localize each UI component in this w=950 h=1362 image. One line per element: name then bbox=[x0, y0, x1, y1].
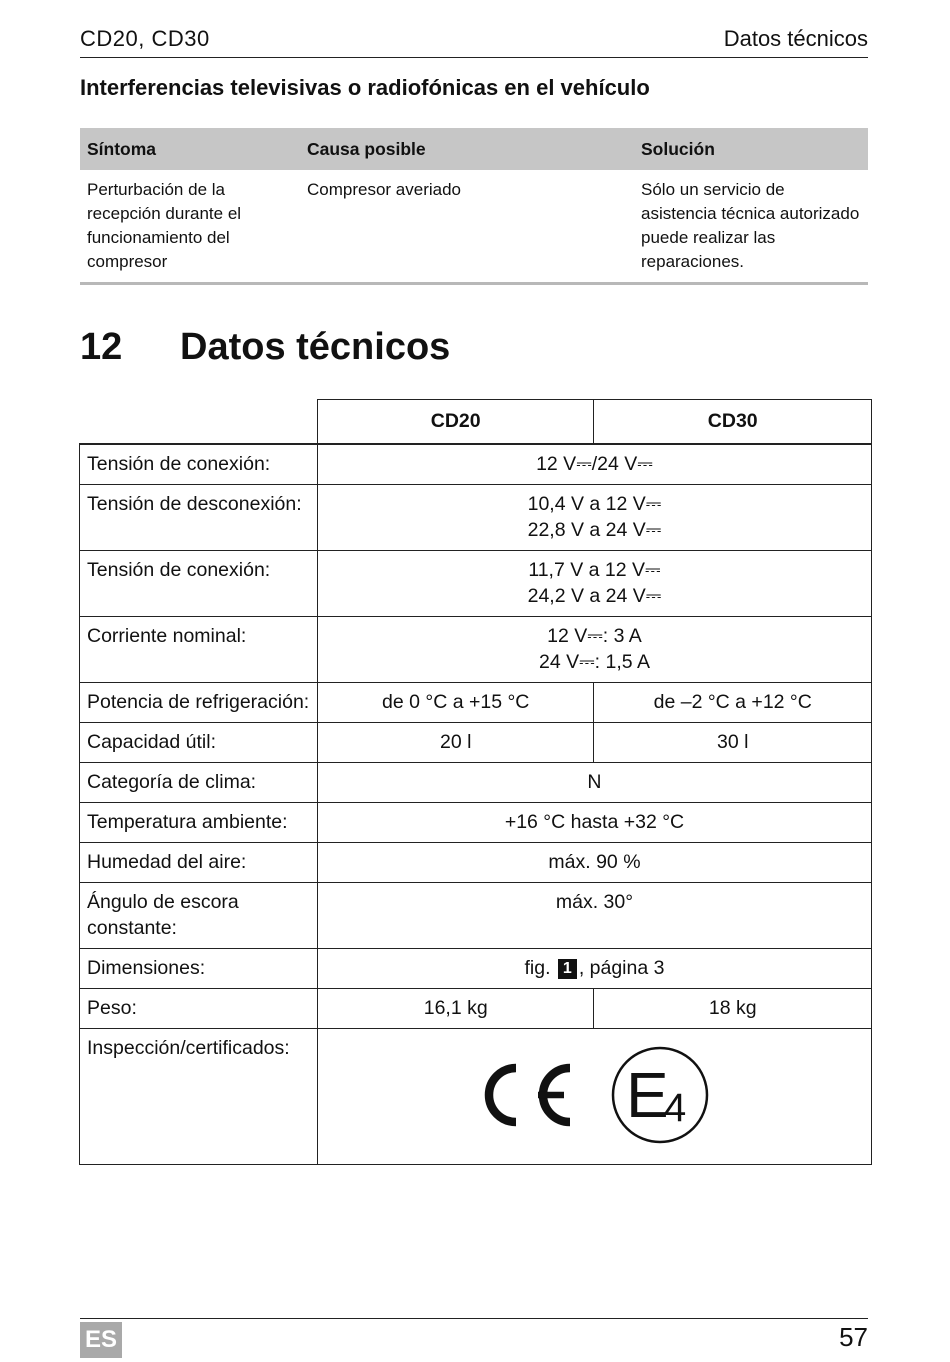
chapter-title: Datos técnicos bbox=[180, 326, 451, 368]
chapter-heading bbox=[80, 326, 450, 369]
spec-label: Tensión de desconexión: bbox=[80, 485, 318, 551]
spec-value-cd20: 16,1 kg bbox=[317, 989, 594, 1029]
spec-value-cd30: 18 kg bbox=[594, 989, 872, 1029]
page-header bbox=[80, 26, 868, 58]
spec-value bbox=[317, 485, 871, 551]
spec-label: Ángulo de escora constante: bbox=[80, 883, 318, 949]
spec-label: Inspección/certificados: bbox=[80, 1029, 318, 1165]
spec-value-line: 24 V⎓: 1,5 A bbox=[538, 651, 650, 673]
spec-value bbox=[317, 1029, 871, 1165]
spec-value-line: 24,2 V a 24 V⎓ bbox=[527, 585, 662, 607]
spec-label: Temperatura ambiente: bbox=[80, 803, 318, 843]
column-header-cd20: CD20 bbox=[317, 400, 594, 445]
column-header-cd30: CD30 bbox=[594, 400, 872, 445]
spec-value-line: 12 V⎓: 3 A bbox=[547, 625, 642, 647]
e4-mark-letter: E bbox=[626, 1059, 670, 1131]
column-header-solution: Solución bbox=[634, 128, 868, 170]
spec-value: N bbox=[317, 763, 871, 803]
spec-row bbox=[80, 989, 872, 1029]
figure-suffix: , página 3 bbox=[578, 957, 665, 979]
spec-value: máx. 30° bbox=[317, 883, 871, 949]
cause-cell: Compresor averiado bbox=[300, 170, 634, 284]
spec-value-line: 11,7 V a 12 V⎓ bbox=[528, 559, 661, 581]
spec-value: máx. 90 % bbox=[317, 843, 871, 883]
spec-label: Dimensiones: bbox=[80, 949, 318, 989]
footer-divider bbox=[80, 1318, 868, 1319]
section-title: Interferencias televisivas o radiofónicas en el vehículo bbox=[80, 75, 650, 100]
spec-label: Potencia de refrigeración: bbox=[80, 683, 318, 723]
spec-row bbox=[80, 485, 872, 551]
figure-prefix: fig. bbox=[524, 957, 551, 979]
spec-row bbox=[80, 551, 872, 617]
certification-marks bbox=[325, 1035, 864, 1157]
spec-label: Tensión de conexión: bbox=[80, 444, 318, 485]
page-number: 57 bbox=[839, 1322, 868, 1352]
spec-value bbox=[317, 617, 871, 683]
e4-mark-number: 4 bbox=[664, 1086, 687, 1130]
spec-value-cd30: de –2 °C a +12 °C bbox=[594, 683, 872, 723]
spec-row bbox=[80, 723, 872, 763]
spec-value-line: 10,4 V a 12 V⎓ bbox=[527, 493, 662, 515]
specifications-table bbox=[79, 399, 872, 1165]
spec-row bbox=[80, 617, 872, 683]
spec-label: Tensión de conexión: bbox=[80, 551, 318, 617]
spec-value-cd20: 20 l bbox=[317, 723, 594, 763]
spec-row bbox=[80, 1029, 872, 1165]
header-section: Datos técnicos bbox=[723, 26, 868, 51]
column-header-cause: Causa posible bbox=[300, 128, 634, 170]
blank-header-cell bbox=[80, 400, 318, 445]
table-row bbox=[80, 170, 868, 284]
spec-row bbox=[80, 949, 872, 989]
spec-value bbox=[317, 949, 871, 989]
spec-row bbox=[80, 843, 872, 883]
ce-mark-icon bbox=[478, 1060, 574, 1130]
spec-row bbox=[80, 683, 872, 723]
spec-value bbox=[317, 551, 871, 617]
spec-label: Humedad del aire: bbox=[80, 843, 318, 883]
solution-cell: Sólo un servicio de asistencia técnica autorizado puede realizar las reparaciones. bbox=[634, 170, 868, 284]
spec-label: Peso: bbox=[80, 989, 318, 1029]
spec-row bbox=[80, 444, 872, 485]
e4-approval-mark-icon bbox=[610, 1045, 710, 1145]
spec-value: +16 °C hasta +32 °C bbox=[317, 803, 871, 843]
chapter-number: 12 bbox=[80, 326, 123, 368]
troubleshooting-table bbox=[80, 128, 868, 285]
spec-label: Capacidad útil: bbox=[80, 723, 318, 763]
spec-row bbox=[80, 763, 872, 803]
spec-label: Categoría de clima: bbox=[80, 763, 318, 803]
spec-row bbox=[80, 883, 872, 949]
spec-value-cd30: 30 l bbox=[594, 723, 872, 763]
figure-number-badge: 1 bbox=[558, 959, 577, 979]
spec-value-line: 22,8 V a 24 V⎓ bbox=[527, 519, 662, 541]
language-badge: ES bbox=[80, 1322, 122, 1358]
spec-value: 12 V⎓/24 V⎓ bbox=[317, 444, 871, 485]
spec-value-cd20: de 0 °C a +15 °C bbox=[317, 683, 594, 723]
column-header-symptom: Síntoma bbox=[80, 128, 300, 170]
table-header-row bbox=[80, 128, 868, 170]
symptom-cell: Perturbación de la recepción durante el funcionamiento del compresor bbox=[80, 170, 300, 284]
spec-label: Corriente nominal: bbox=[80, 617, 318, 683]
header-model: CD20, CD30 bbox=[80, 26, 210, 51]
spec-row bbox=[80, 803, 872, 843]
spec-header-row bbox=[80, 400, 872, 445]
